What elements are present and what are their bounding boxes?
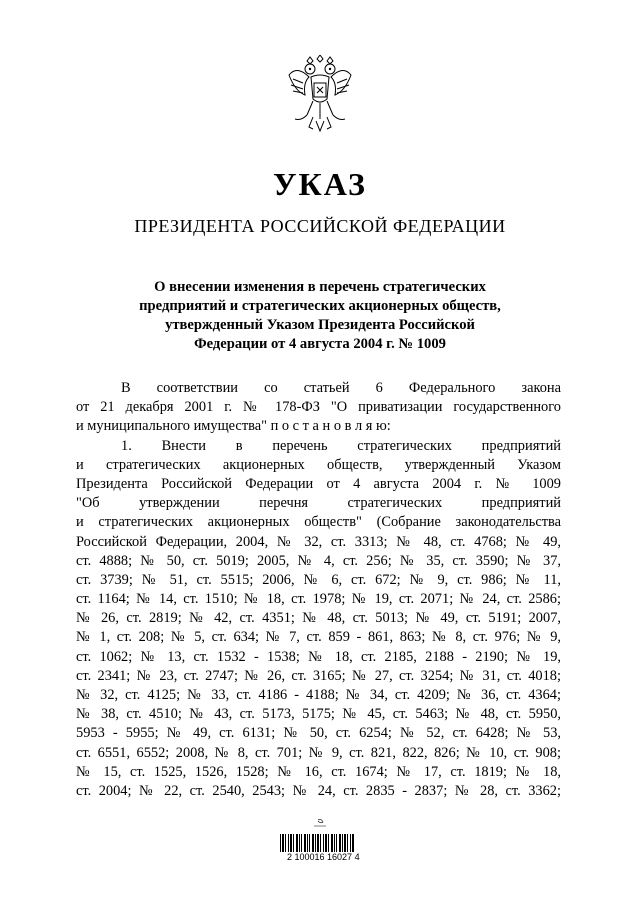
body-line: № 38, ст. 4510; № 43, ст. 5173, 5175; № 45, ст. 5463; № 48, ст. 5950, (76, 706, 561, 723)
heading-line: предприятий и стратегических акционерных обществ, (139, 298, 501, 314)
body-line: 1. Внести в перечень стратегических предприятий (121, 437, 561, 454)
body-line: и стратегических акционерных обществ, утвержденный Указом (76, 456, 561, 473)
heading-line: утвержденный Указом Президента Российской (165, 317, 475, 333)
heading-line: Федерации от 4 августа 2004 г. № 1009 (194, 336, 446, 352)
body-line: ст. 6551, 6552; 2008, № 8, ст. 701; № 9, ст. 821, 822, 826; № 10, ст. 908; (76, 744, 561, 761)
body-line: и муниципального имущества" п о с т а н о в л я ю: (76, 418, 391, 435)
body-line: № 1, ст. 208; № 5, ст. 634; № 7, ст. 859 - 861, 863; № 8, ст. 976; № 9, (76, 629, 561, 646)
body-line: № 15, ст. 1525, 1526, 1528; № 16, ст. 1674; № 17, ст. 1819; № 18, (76, 763, 561, 780)
heading-line: О внесении изменения в перечень стратегических (154, 279, 486, 295)
body-line: ст. 4888; № 50, ст. 5019; 2005, № 4, ст. 256; № 35, ст. 3590; № 37, (76, 552, 561, 569)
body-line: № 26, ст. 2819; № 42, ст. 4351; № 48, ст. 5013; № 49, ст. 5191; 2007, (76, 610, 561, 627)
document-title: УКАЗ (273, 166, 367, 202)
body-line: и стратегических акционерных обществ" (Собрание законодательства (76, 514, 561, 531)
document-subtitle: ПРЕЗИДЕНТА РОССИЙСКОЙ ФЕДЕРАЦИИ (134, 216, 506, 236)
body-line: № 32, ст. 4125; № 33, ст. 4186 - 4188; № 34, ст. 4209; № 36, ст. 4364; (76, 687, 561, 703)
body-line: ст. 1164; № 14, ст. 1510; № 18, ст. 1978; № 19, ст. 2071; № 24, ст. 2586; (76, 591, 561, 608)
body-line: ст. 1062; № 13, ст. 1532 - 1538; № 18, ст. 2185, 2188 - 2190; № 19, (76, 648, 561, 665)
body-line: Российской Федерации, 2004, № 32, ст. 3313; № 48, ст. 4768; № 49, (76, 533, 561, 550)
barcode-icon (278, 818, 360, 878)
decree-body (76, 379, 561, 801)
body-line: от 21 декабря 2001 г. № 178-ФЗ "О приватизации государственного (76, 399, 561, 416)
body-line: ст. 3739; № 51, ст. 5515; 2006, № 6, ст. 672; № 9, ст. 986; № 11, (76, 571, 561, 588)
body-line: Президента Российской Федерации от 4 августа 2004 г. № 1009 (76, 475, 561, 492)
coat-of-arms-icon (283, 55, 357, 139)
body-line: 5953 - 5955; № 49, ст. 6131; № 50, ст. 6254; № 52, ст. 6428; № 53, (76, 725, 561, 742)
barcode-number: 2 100016 16027 4 (287, 852, 360, 862)
body-line: В соответствии со статьей 6 Федерального закона (121, 380, 561, 396)
body-line: ст. 2341; № 23, ст. 2747; № 26, ст. 3165; № 27, ст. 3254; № 31, ст. 4018; (76, 667, 561, 684)
decree-heading (110, 278, 530, 354)
body-line: ст. 2004; № 22, ст. 2540, 2543; № 24, ст. 2835 - 2837; № 28, ст. 3362; (76, 782, 561, 799)
body-line: "Об утверждении перечня стратегических предприятий (76, 495, 561, 512)
